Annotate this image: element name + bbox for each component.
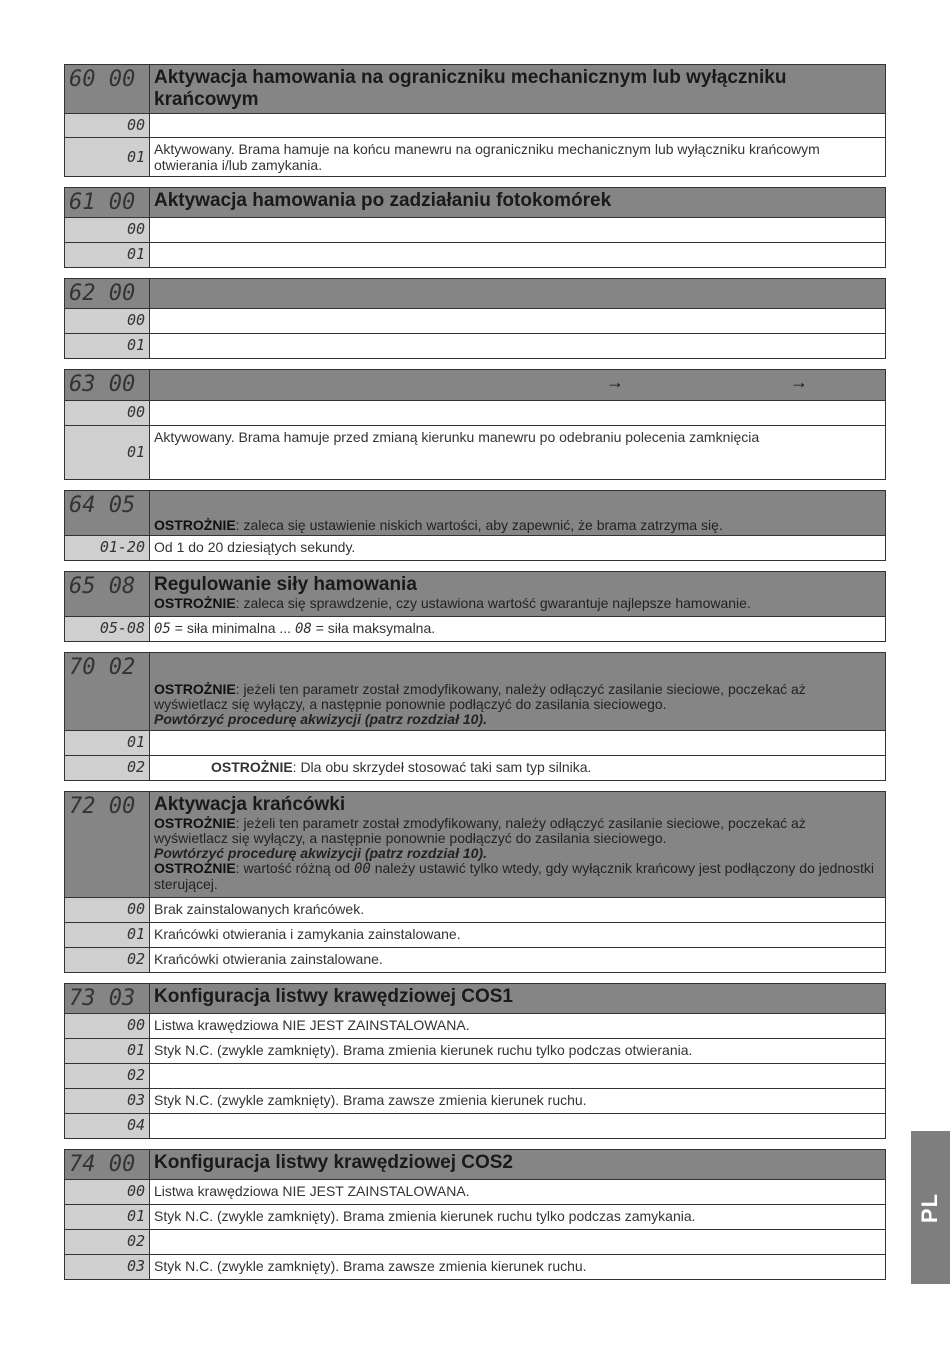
option-text: Listwa krawędziowa NIE JEST ZAINSTALOWANA. [150, 1180, 886, 1205]
param-table-72 [64, 791, 886, 973]
option-text [150, 401, 886, 426]
option-row [65, 948, 886, 973]
caution-note [154, 596, 881, 611]
option-code: 00 [65, 1180, 150, 1205]
caution-label: OSTROŻNIE [154, 595, 236, 611]
option-row [65, 731, 886, 756]
option-text [150, 1230, 886, 1255]
param-title: Konfiguracja listwy krawędziowej COS1 [154, 986, 513, 1007]
param-header [65, 188, 886, 218]
option-code: 02 [65, 1064, 150, 1089]
option-text [150, 243, 886, 268]
caution-note [154, 682, 881, 712]
param-code: 70 02 [65, 653, 150, 731]
param-arrows [154, 372, 881, 398]
param-title: Aktywacja krańcówki [154, 794, 346, 815]
param-header [65, 279, 886, 309]
option-text-part: = siła maksymalna. [311, 620, 436, 636]
inline-code: 08 [294, 621, 312, 637]
param-title: Regulowanie siły hamowania [154, 574, 417, 595]
param-table-60 [64, 64, 886, 177]
option-code: 00 [65, 309, 150, 334]
param-title: Konfiguracja listwy krawędziowej COS2 [154, 1152, 513, 1173]
caution-label: OSTROŻNIE [154, 517, 236, 533]
option-code: 00 [65, 401, 150, 426]
param-header [65, 491, 886, 536]
caution-label: OSTROŻNIE [154, 860, 236, 876]
option-row [65, 426, 886, 480]
caution-italic: Powtórzyć procedurę akwizycji (patrz rozdział 10). [154, 845, 487, 861]
option-code: 04 [65, 1114, 150, 1139]
inline-code: 00 [353, 861, 371, 877]
option-row [65, 1039, 886, 1064]
option-row [65, 536, 886, 561]
param-table-65 [64, 571, 886, 642]
param-code: 65 08 [65, 572, 150, 617]
option-text [150, 731, 886, 756]
option-row [65, 401, 886, 426]
param-table-63 [64, 369, 886, 480]
option-code: 01-20 [65, 536, 150, 561]
caution-text: : wartość różną od [235, 860, 354, 876]
option-text: Styk N.C. (zwykle zamknięty). Brama zawsze zmienia kierunek ruchu. [150, 1089, 886, 1114]
option-text [150, 617, 886, 642]
caution-label: OSTROŻNIE [211, 759, 293, 775]
param-code: 73 03 [65, 984, 150, 1014]
param-title: Aktywacja hamowania po zadziałaniu fotokomórek [154, 190, 612, 211]
param-title: Aktywacja hamowania na ograniczniku mechanicznym lub wyłączniku krańcowym [154, 67, 787, 110]
option-text [150, 1114, 886, 1139]
option-text: Aktywowany. Brama hamuje na końcu manewru na ograniczniku mechanicznym lub wyłączniku krańcowym otwierania i/lub zamykania. [150, 138, 886, 177]
param-table-61 [64, 187, 886, 268]
arrow-right-icon: → [606, 372, 624, 392]
caution-text: należy ustawić tylko wtedy, gdy wyłącznik krańcowy jest podłączony do jednostki sterującej. [154, 860, 875, 892]
option-text: Od 1 do 20 dziesiątych sekundy. [150, 536, 886, 561]
option-code: 00 [65, 1014, 150, 1039]
arrow-right-icon: → [790, 372, 808, 392]
option-row [65, 1014, 886, 1039]
option-text [150, 334, 886, 359]
parameter-tables [64, 64, 886, 1290]
option-code: 05-08 [65, 617, 150, 642]
param-header [65, 1150, 886, 1180]
option-row [65, 309, 886, 334]
param-code: 61 00 [65, 188, 150, 218]
param-header [65, 370, 886, 401]
param-table-70 [64, 652, 886, 781]
param-code: 64 05 [65, 491, 150, 536]
caution-text: : zaleca się ustawienie niskich wartości, aby zapewnić, że brama zatrzyma się. [235, 517, 723, 533]
caution-text: : jeżeli ten parametr został zmodyfikowany, należy odłączyć zasilanie sieciowe, poczekać aż wyświetlacz się wyłączy, a następnie ponownie podłączyć do zasilania sieciowego. [154, 681, 806, 712]
caution-text: : zaleca się sprawdzenie, czy ustawiona wartość gwarantuje najlepsze hamowanie. [235, 595, 751, 611]
param-code: 63 00 [65, 370, 150, 401]
option-code: 03 [65, 1089, 150, 1114]
param-header [65, 572, 886, 617]
option-row [65, 1180, 886, 1205]
option-code: 00 [65, 218, 150, 243]
param-header [65, 984, 886, 1014]
param-code: 74 00 [65, 1150, 150, 1180]
param-table-64 [64, 490, 886, 561]
option-code: 02 [65, 948, 150, 973]
caution-label: OSTROŻNIE [154, 815, 236, 831]
option-row [65, 617, 886, 642]
option-text [150, 756, 886, 781]
param-code: 72 00 [65, 792, 150, 898]
option-text [150, 1064, 886, 1089]
option-code: 01 [65, 138, 150, 177]
option-text: Aktywowany. Brama hamuje przed zmianą kierunku manewru po odebraniu polecenia zamknięcia [150, 426, 886, 480]
option-text: Krańcówki otwierania i zamykania zainstalowane. [150, 923, 886, 948]
language-tab [911, 1131, 950, 1284]
option-text: Listwa krawędziowa NIE JEST ZAINSTALOWANA. [150, 1014, 886, 1039]
param-table-62 [64, 278, 886, 359]
option-row [65, 114, 886, 138]
option-text [150, 114, 886, 138]
option-row [65, 1205, 886, 1230]
option-code: 00 [65, 114, 150, 138]
language-tab-label: PL [917, 1192, 943, 1223]
option-text: Krańcówki otwierania zainstalowane. [150, 948, 886, 973]
option-text: Styk N.C. (zwykle zamknięty). Brama zawsze zmienia kierunek ruchu. [150, 1255, 886, 1280]
param-header [65, 792, 886, 898]
option-text-part: = siła minimalna ... [170, 620, 295, 636]
option-code: 01 [65, 334, 150, 359]
option-row [65, 138, 886, 177]
option-text: Brak zainstalowanych krańcówek. [150, 898, 886, 923]
param-table-73 [64, 983, 886, 1139]
option-code: 01 [65, 426, 150, 480]
option-row [65, 756, 886, 781]
option-code: 01 [65, 243, 150, 268]
caution-note [154, 816, 881, 846]
option-text: Styk N.C. (zwykle zamknięty). Brama zmienia kierunek ruchu tylko podczas otwierania. [150, 1039, 886, 1064]
caution-note-2 [154, 861, 881, 892]
param-header [65, 653, 886, 731]
param-header [65, 65, 886, 114]
option-row [65, 243, 886, 268]
option-row [65, 1089, 886, 1114]
option-row [65, 334, 886, 359]
option-row [65, 1064, 886, 1089]
caution-label: OSTROŻNIE [154, 681, 236, 697]
option-row [65, 1255, 886, 1280]
caution-note-italic [154, 846, 881, 861]
option-code: 03 [65, 1255, 150, 1280]
option-code: 02 [65, 756, 150, 781]
option-code: 01 [65, 923, 150, 948]
option-code: 01 [65, 1039, 150, 1064]
option-code: 01 [65, 731, 150, 756]
option-text [150, 309, 886, 334]
caution-italic: Powtórzyć procedurę akwizycji (patrz rozdział 10). [154, 711, 487, 727]
option-code: 00 [65, 898, 150, 923]
param-code: 60 00 [65, 65, 150, 114]
option-text: Styk N.C. (zwykle zamknięty). Brama zmienia kierunek ruchu tylko podczas zamykania. [150, 1205, 886, 1230]
caution-text: : jeżeli ten parametr został zmodyfikowany, należy odłączyć zasilanie sieciowe, poczekać aż wyświetlacz się wyłączy, a następnie ponownie podłączyć do zasilania sieciowego. [154, 815, 806, 846]
option-code: 02 [65, 1230, 150, 1255]
inline-code: 05 [154, 621, 171, 637]
option-row [65, 1114, 886, 1139]
option-row [65, 1230, 886, 1255]
option-row [65, 898, 886, 923]
param-code: 62 00 [65, 279, 150, 309]
caution-note-italic [154, 712, 881, 727]
option-text-part: : Dla obu skrzydeł stosować taki sam typ silnika. [292, 759, 592, 775]
option-code: 01 [65, 1205, 150, 1230]
caution-note [154, 518, 881, 533]
option-row [65, 923, 886, 948]
option-row [65, 218, 886, 243]
option-text [150, 218, 886, 243]
param-table-74 [64, 1149, 886, 1280]
